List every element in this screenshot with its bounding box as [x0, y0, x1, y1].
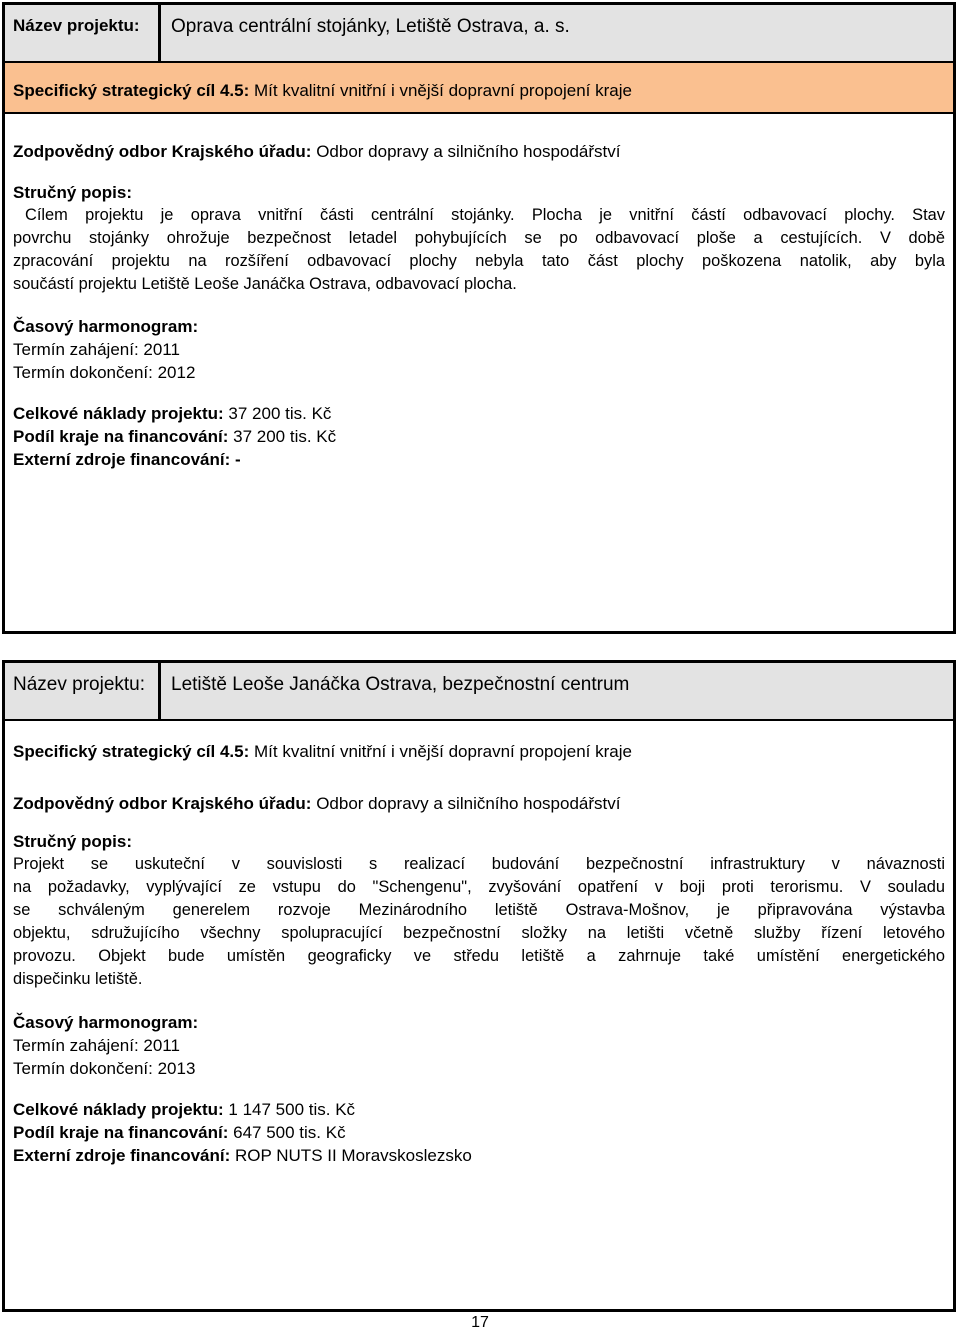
external-funding-label: Externí zdroje financování:	[13, 1146, 231, 1165]
schedule-end: Termín dokončení: 2012	[13, 363, 196, 382]
page-number: 17	[471, 1314, 489, 1331]
description-line: Cílem projektu je oprava vnitřní části centrální stojánky. Plocha je vnitřní částí odbavovací plochy. Stav	[25, 206, 945, 224]
schedule-start: Termín zahájení: 2011	[13, 1036, 180, 1055]
total-cost-line	[13, 402, 945, 425]
description-line: součástí projektu Letiště Leoše Janáčka Ostrava, odbavovací plocha.	[13, 275, 517, 293]
description-line: povrchu stojánky ohrožuje bezpečnost letadel pohybujících se po odbavovací ploše a cestujících. V době	[13, 229, 945, 247]
project-name-row	[5, 663, 953, 721]
total-cost-line	[13, 1098, 945, 1121]
total-cost-value: 37 200 tis. Kč	[228, 404, 332, 423]
strategic-goal-label: Specifický strategický cíl 4.5:	[13, 81, 250, 100]
department-value: Odbor dopravy a silničního hospodářství	[316, 794, 621, 813]
description-label: Stručný popis:	[13, 183, 133, 202]
project-name-value: Oprava centrální stojánky, Letiště Ostrava, a. s.	[171, 16, 570, 37]
schedule-end: Termín dokončení: 2013	[13, 1059, 196, 1078]
description-line: objektu, sdružujícího všechny spolupracující bezpečnostní složky na letišti včetně služby řízení letového	[13, 924, 945, 942]
department-value: Odbor dopravy a silničního hospodářství	[316, 142, 621, 161]
external-funding-value: ROP NUTS II Moravskoslezsko	[235, 1146, 472, 1165]
total-cost-label: Celkové náklady projektu:	[13, 1100, 224, 1119]
schedule-label: Časový harmonogram:	[13, 1013, 199, 1032]
description-text	[13, 204, 945, 296]
strategic-goal-value: Mít kvalitní vnitřní i vnější dopravní propojení kraje	[253, 81, 632, 100]
project-name-label: Název projektu:	[5, 663, 161, 719]
region-share-line	[13, 425, 945, 448]
strategic-goal-line	[13, 740, 945, 763]
department-label: Zodpovědný odbor Krajského úřadu:	[13, 142, 312, 161]
strategic-goal-value: Mít kvalitní vnitřní i vnější dopravní propojení kraje	[253, 742, 632, 761]
project-body	[5, 140, 953, 471]
project-name-label: Název projektu:	[5, 5, 161, 61]
description-line: dispečinku letiště.	[13, 970, 143, 988]
project-card-1	[2, 2, 956, 634]
description-line: Projekt se uskuteční v souvislosti s realizací budování bezpečnostní infrastruktury v návaznosti	[13, 855, 945, 873]
external-funding-line	[13, 448, 945, 471]
description-label: Stručný popis:	[13, 832, 133, 851]
region-share-value: 647 500 tis. Kč	[233, 1123, 346, 1142]
department-line	[13, 792, 945, 815]
project-body	[5, 740, 953, 1167]
strategic-goal-row	[5, 63, 953, 114]
external-funding-line	[13, 1144, 945, 1167]
project-card-2	[2, 660, 956, 1312]
description-text	[13, 853, 945, 991]
department-label: Zodpovědný odbor Krajského úřadu:	[13, 794, 312, 813]
region-share-value: 37 200 tis. Kč	[233, 427, 337, 446]
region-share-label: Podíl kraje na financování:	[13, 1123, 229, 1142]
project-name-value: Letiště Leoše Janáčka Ostrava, bezpečnostní centrum	[171, 674, 630, 695]
total-cost-label: Celkové náklady projektu:	[13, 404, 224, 423]
region-share-label: Podíl kraje na financování:	[13, 427, 229, 446]
strategic-goal-label: Specifický strategický cíl 4.5:	[13, 742, 250, 761]
schedule-label: Časový harmonogram:	[13, 317, 199, 336]
region-share-line	[13, 1121, 945, 1144]
description-line: na požadavky, vyplývající ze vstupu do "Schengenu", zvyšování opatření v boji proti terorismu. V souladu	[13, 878, 945, 896]
project-name-row	[5, 5, 953, 63]
schedule-start: Termín zahájení: 2011	[13, 340, 180, 359]
total-cost-value: 1 147 500 tis. Kč	[228, 1100, 356, 1119]
description-line: zpracování projektu na rozšíření odbavovací plochy nebyla tato část plochy poškozena natolik, aby byla	[13, 252, 945, 270]
department-line	[13, 140, 945, 163]
description-line: provozu. Objekt bude umístěn geograficky ve středu letiště a zahrnuje také umístění energetického	[13, 947, 945, 965]
description-line: se schváleným generelem rozvoje Mezinárodního letiště Ostrava-Mošnov, je připravována výstavba	[13, 901, 945, 919]
external-funding-label: Externí zdroje financování: -	[13, 450, 241, 469]
